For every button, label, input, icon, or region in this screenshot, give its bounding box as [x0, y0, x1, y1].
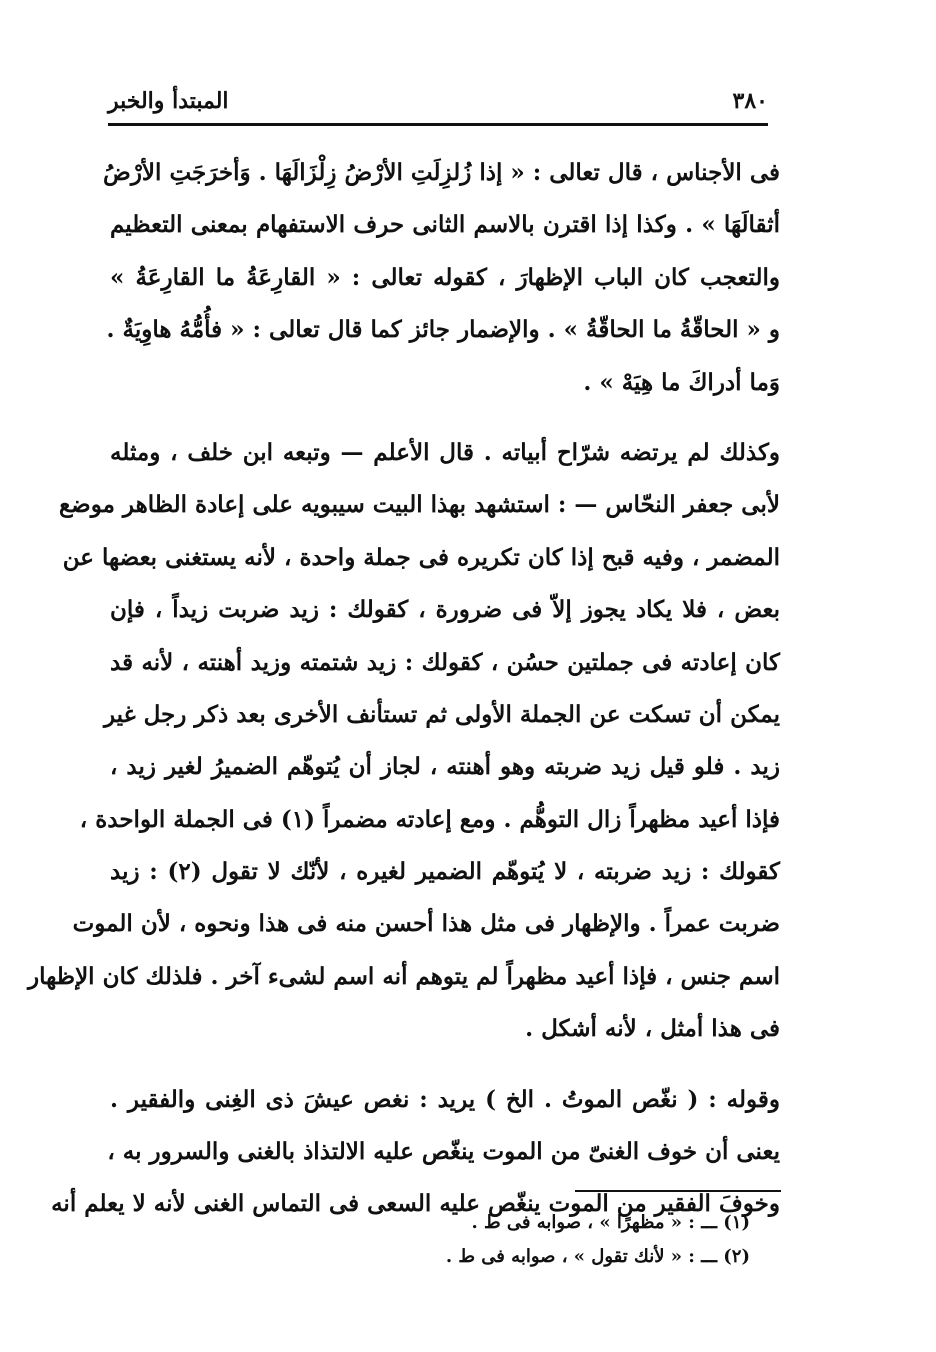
text-line: ضربت عمراً . والإظهار فى مثل هذا أحسن منه فى هذا ونحوه ، لأن الموت	[72, 910, 780, 938]
text-line: فى هذا أمثل ، لأنه أشكل .	[525, 1015, 780, 1043]
chapter-title: المبتدأ والخبر	[108, 88, 229, 114]
text-line: زيد . فلو قيل زيد ضربته وهو أهنته ، لجاز أن يُتوهّم الضميرُ لغير زيد ،	[110, 753, 780, 781]
text-line: وكذلك لم يرتضه شرّاح أبياته . قال الأعلم — وتبعه ابن خلف ، ومثله	[110, 438, 780, 466]
text-line: يعنى أن خوف الغنىّ من الموت ينغّص عليه الالتذاذ بالغنى والسرور به ،	[107, 1138, 780, 1166]
text-line: المضمر ، وفيه قبح إذا كان تكريره فى جملة واحدة ، لأنه يستغنى بعضها عن	[62, 543, 780, 571]
text-line: فى الأجناس ، قال تعالى : « إذا زُلزِلَتِ الأرْضُ زِلْزَالَهَا . وَأخرَجَتِ الأرْضُ	[103, 159, 780, 186]
paragraph-gap	[110, 409, 780, 427]
text-line: أثقالَهَا » . وكذا إذا اقترن بالاسم الثانى حرف الاستفهام بمعنى التعظيم	[110, 211, 780, 239]
footnotes	[300, 1206, 750, 1274]
paragraph-1	[103, 147, 780, 409]
text-line: كان إعادته فى جملتين حسُن ، كقولك : زيد شتمته وزيد أهنته ، لأنه قد	[110, 648, 780, 676]
main-text	[28, 147, 780, 1231]
page-number: ٣٨٠	[732, 88, 768, 114]
running-head	[108, 84, 768, 118]
text-line: لأبى جعفر النحّاس — : استشهد بهذا البيت سيبويه على إعادة الظاهر موضع	[58, 491, 780, 519]
text-line: والتعجب كان الباب الإظهارَ ، كقوله تعالى : « القارِعَةُ ما القارِعَةُ »	[110, 263, 780, 291]
footnote-rule	[575, 1190, 781, 1192]
header-rule	[108, 123, 768, 126]
text-line: وَما أدراكَ ما هِيَهْ » .	[583, 368, 780, 396]
footnote-2: (٢) ـــ : « لأنك تقول » ، صوابه فى ط .	[445, 1246, 750, 1267]
text-line: كقولك : زيد ضربته ، لا يُتوهّم الضمير لغيره ، لأنّك لا تقول (٢) : زيد	[110, 858, 780, 886]
text-line: بعض ، فلا يكاد يجوز إلاّ فى ضرورة ، كقولك : زيد ضربت زيداً ، فإن	[110, 596, 780, 624]
paragraph-2	[28, 427, 780, 1056]
text-line: اسم جنس ، فإذا أعيد مظهراً لم يتوهم أنه اسم لشىء آخر . فلذلك كان الإظهار	[28, 962, 780, 990]
paragraph-gap	[110, 1056, 780, 1074]
footnote-1: (١) ـــ : « مظهرًا » ، صوابه فى ط .	[471, 1212, 750, 1233]
text-line: فإذا أعيد مظهراً زال التوهُّم . ومع إعادته مضمراً (١) فى الجملة الواحدة ،	[79, 805, 780, 833]
text-line: وخوفَ الفقير من الموت ينغّص عليه السعى فى التماس الغنى لأنه لا يعلم أنه	[51, 1190, 780, 1218]
text-line: و « الحاقّةُ ما الحاقّةُ » . والإضمار جائز كما قال تعالى : « فأُمُّهُ هاوِيَةٌ .	[106, 316, 780, 344]
text-line: وقوله : ( نغّص الموتُ . الخ ) يريد : نغص عيشَ ذى الغِنى والفقير .	[110, 1085, 780, 1113]
text-line: يمكن أن تسكت عن الجملة الأولى ثم تستأنف الأخرى بعد ذكر رجل غير	[103, 700, 780, 728]
